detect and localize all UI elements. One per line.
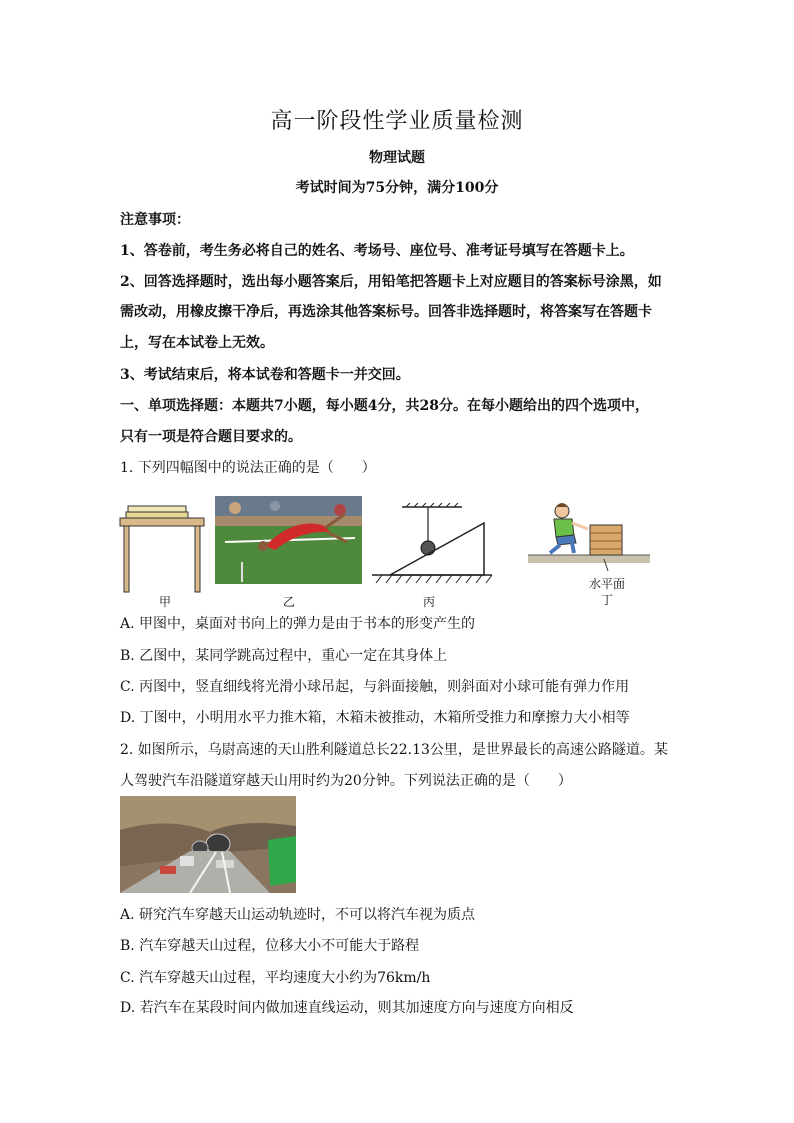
section1-heading: 一、单项选择题：本题共7小题，每小题4分，共28分。在每小题给出的四个选项中， <box>120 398 649 414</box>
exam-subject: 物理试题 <box>369 150 425 166</box>
q1-label-bing: 丙 <box>422 595 435 609</box>
q1-label-yi: 乙 <box>282 595 295 609</box>
q1-stem: 1. 下列四幅图中的说法正确的是（ ） <box>120 460 376 476</box>
q1-option-a: A. 甲图中，桌面对书向上的弹力是由于书本的形变产生的 <box>120 616 476 632</box>
q1-label-ding: 丁 <box>600 593 613 607</box>
q2-option-d: D. 若汽车在某段时间内做加速直线运动，则其加速度方向与速度方向相反 <box>120 1000 574 1016</box>
q2-option-a: A. 研究汽车穿越天山运动轨迹时，不可以将汽车视为质点 <box>120 907 476 923</box>
q1-figure-bing <box>370 503 495 585</box>
q1-option-d: D. 丁图中，小明用水平力推木箱，木箱未被推动，木箱所受推力和摩擦力大小相等 <box>120 710 630 726</box>
q1-figure-yi-photo <box>215 496 362 584</box>
q1-option-b: B. 乙图中，某同学跳高过程中，重心一定在其身体上 <box>120 648 448 664</box>
q2-stem: 2. 如图所示，乌尉高速的天山胜利隧道总长22.13公里，是世界最长的高速公路隧道。某 <box>120 742 668 758</box>
exam-title: 高一阶段性学业质量检测 <box>270 109 524 134</box>
q1-figure-ding <box>528 497 652 577</box>
notice-item-2-cont2: 上，写在本试卷上无效。 <box>120 335 274 351</box>
notice-heading: 注意事项： <box>120 212 190 228</box>
q2-option-b: B. 汽车穿越天山过程，位移大小不可能大于路程 <box>120 938 420 954</box>
q1-figure-jia <box>118 504 208 594</box>
exam-time-info: 考试时间为75分钟，满分100分 <box>295 180 499 196</box>
q2-option-c: C. 汽车穿越天山过程，平均速度大小约为76km/h <box>120 970 431 986</box>
section1-heading-cont: 只有一项是符合题目要求的。 <box>120 429 302 445</box>
q2-stem-cont: 人驾驶汽车沿隧道穿越天山用时约为20分钟。下列说法正确的是（ ） <box>120 773 572 789</box>
notice-item-2-cont: 需改动，用橡皮擦干净后，再选涂其他答案标号。回答非选择题时，将答案写在答题卡 <box>120 304 652 320</box>
q1-ground-label: 水平面 <box>588 577 625 591</box>
q1-option-c: C. 丙图中，竖直细线将光滑小球吊起，与斜面接触，则斜面对小球可能有弹力作用 <box>120 679 630 695</box>
q2-tunnel-photo <box>120 796 296 893</box>
q1-label-jia: 甲 <box>158 595 171 609</box>
notice-item-3: 3、考试结束后，将本试卷和答题卡一并交回。 <box>120 367 410 383</box>
notice-item-2: 2、回答选择题时，选出每小题答案后，用铅笔把答题卡上对应题目的答案标号涂黑，如 <box>120 274 662 290</box>
notice-item-1: 1、答卷前，考生务必将自己的姓名、考场号、座位号、准考证号填写在答题卡上。 <box>120 243 634 259</box>
